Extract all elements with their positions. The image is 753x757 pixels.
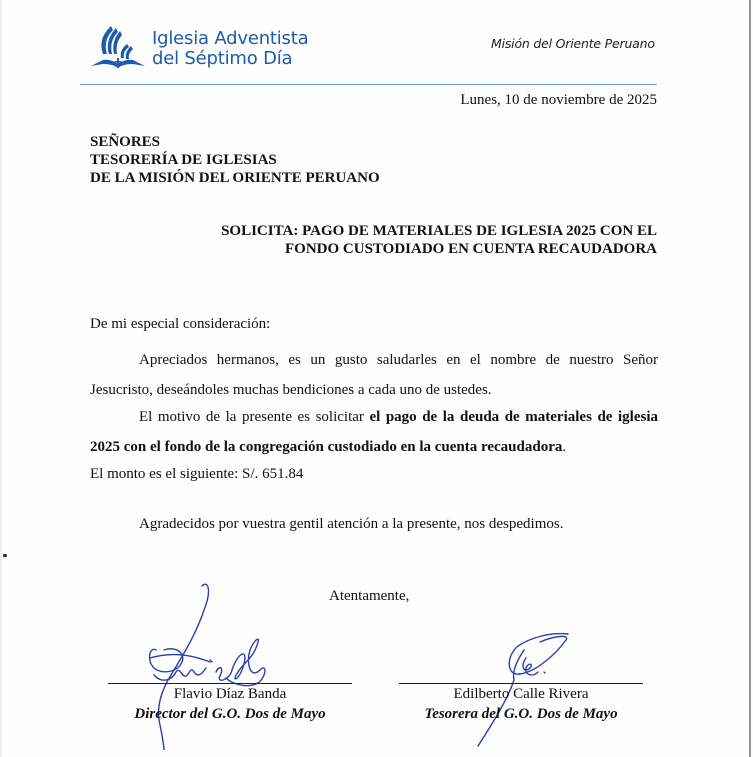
signatory-1-title: Director del G.O. Dos de Mayo: [134, 706, 326, 722]
signatory-2-name: Edilberto Calle Rivera: [453, 686, 589, 702]
adventist-flame-book-icon: [89, 24, 147, 72]
paragraph-1-text: Apreciados hermanos, es un gusto saludarles en el nombre de nuestro Señor Jesucristo, deseándoles muchas bendiciones a cada uno de ustedes.: [90, 352, 658, 398]
subject-block: [221, 222, 657, 258]
paragraph-1: [90, 345, 658, 405]
signatory-1-name: Flavio Díaz Banda: [173, 686, 287, 702]
brand-line-1: Iglesia Adventista: [152, 28, 309, 49]
paragraph-2: [90, 402, 658, 462]
mission-name: Misión del Oriente Peruano: [491, 36, 655, 51]
recipient-line: TESORERÍA DE IGLESIAS: [90, 152, 277, 168]
regards-text: Atentamente,: [329, 588, 410, 604]
signature-line-1: [108, 683, 352, 684]
brand-name: [152, 29, 308, 69]
paragraph-2-intro: El motivo de la presente es solicitar: [139, 409, 370, 425]
signature-1-icon: [120, 580, 280, 750]
letter-date: Lunes, 10 de noviembre de 2025: [460, 92, 657, 108]
paragraph-2-emphasis: el pago de la deuda de materiales de iglesia 2025 con el fondo de la congregación custodiado en la cuenta recaudadora: [90, 409, 658, 455]
subject-line: SOLICITA: PAGO DE MATERIALES DE IGLESIA 2025 CON EL: [221, 223, 657, 239]
signatory-2-title: Tesorera del G.O. Dos de Mayo: [424, 706, 618, 722]
greeting: De mi especial consideración:: [90, 316, 271, 332]
scan-speck: [3, 554, 7, 557]
amount-line: El monto es el siguiente: S/. 651.84: [90, 466, 304, 482]
paragraph-2-end: .: [562, 439, 567, 455]
scan-left-edge: [0, 0, 2, 757]
signature-line-2: [399, 683, 643, 684]
recipient-line: SEÑORES: [90, 134, 161, 150]
scan-right-edge: [749, 0, 751, 757]
recipient-line: DE LA MISIÓN DEL ORIENTE PERUANO: [90, 170, 380, 186]
recipient-block: [90, 133, 380, 187]
closing-text: Agradecidos por vuestra gentil atención a la presente, nos despedimos.: [139, 516, 564, 532]
header-divider: [80, 84, 657, 85]
brand-line-2: del Séptimo Día: [152, 48, 293, 69]
subject-line: FONDO CUSTODIADO EN CUENTA RECAUDADORA: [285, 241, 657, 257]
